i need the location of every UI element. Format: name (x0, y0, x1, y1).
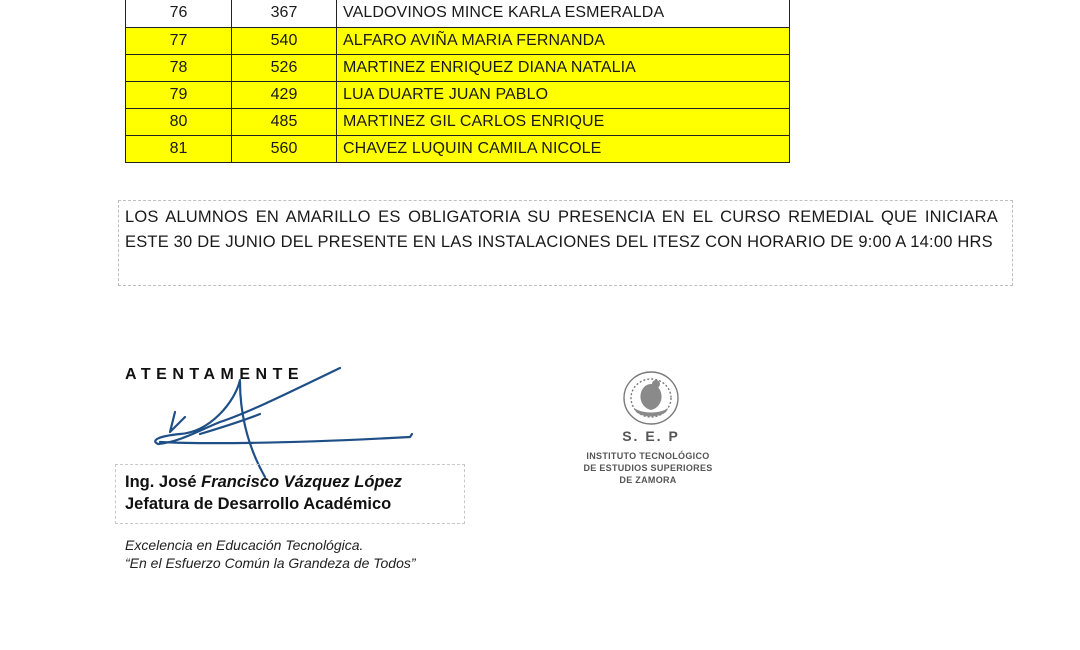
table-row (126, 135, 790, 162)
student-name-cell: LUA DUARTE JUAN PABLO (337, 81, 790, 108)
row-number-cell: 76 (126, 0, 232, 27)
student-id-cell: 485 (232, 108, 337, 135)
table-row (126, 108, 790, 135)
student-name-cell: VALDOVINOS MINCE KARLA ESMERALDA (337, 0, 790, 27)
row-number-cell: 80 (126, 108, 232, 135)
student-id-cell: 429 (232, 81, 337, 108)
student-id-cell: 560 (232, 135, 337, 162)
table-row (126, 54, 790, 81)
signer-name-italic: Francisco Vázquez López (201, 473, 402, 491)
student-name-cell: CHAVEZ LUQUIN CAMILA NICOLE (337, 135, 790, 162)
table-row (126, 0, 790, 27)
closing-salutation: ATENTAMENTE (125, 366, 305, 383)
seal-line-3: DE ZAMORA (619, 475, 677, 485)
student-table (125, 0, 790, 163)
student-table-body (126, 0, 790, 162)
row-number-cell: 78 (126, 54, 232, 81)
motto-line-1: Excelencia en Educación Tecnológica. (125, 537, 364, 553)
signer-role: Jefatura de Desarrollo Académico (125, 495, 392, 513)
seal-line-2: DE ESTUDIOS SUPERIORES (583, 463, 713, 473)
motto-line-2: “En el Esfuerzo Común la Grandeza de Todos” (125, 555, 416, 571)
mexican-eagle-seal-icon (620, 368, 682, 428)
row-number-cell: 77 (126, 27, 232, 54)
table-row (126, 27, 790, 54)
seal-line-1: INSTITUTO TECNOLÓGICO (586, 451, 710, 461)
student-name-cell: MARTINEZ GIL CARLOS ENRIQUE (337, 108, 790, 135)
student-id-cell: 540 (232, 27, 337, 54)
student-name-cell: MARTINEZ ENRIQUEZ DIANA NATALIA (337, 54, 790, 81)
notice-text: LOS ALUMNOS EN AMARILLO ES OBLIGATORIA SU PRESENCIA EN EL CURSO REMEDIAL QUE INICIARA ESTE 30 DE JUNIO DEL PRESENTE EN LAS INSTALACIONES DEL ITESZ CON HORARIO DE 9:00 A 14:00 HRS (125, 208, 998, 251)
row-number-cell: 81 (126, 135, 232, 162)
seal-agency: S. E. P (622, 428, 680, 444)
table-row (126, 81, 790, 108)
signer-name (125, 473, 402, 492)
student-id-cell: 526 (232, 54, 337, 81)
student-name-cell: ALFARO AVIÑA MARIA FERNANDA (337, 27, 790, 54)
row-number-cell: 79 (126, 81, 232, 108)
student-id-cell: 367 (232, 0, 337, 27)
signer-name-prefix: Ing. José (125, 473, 202, 491)
